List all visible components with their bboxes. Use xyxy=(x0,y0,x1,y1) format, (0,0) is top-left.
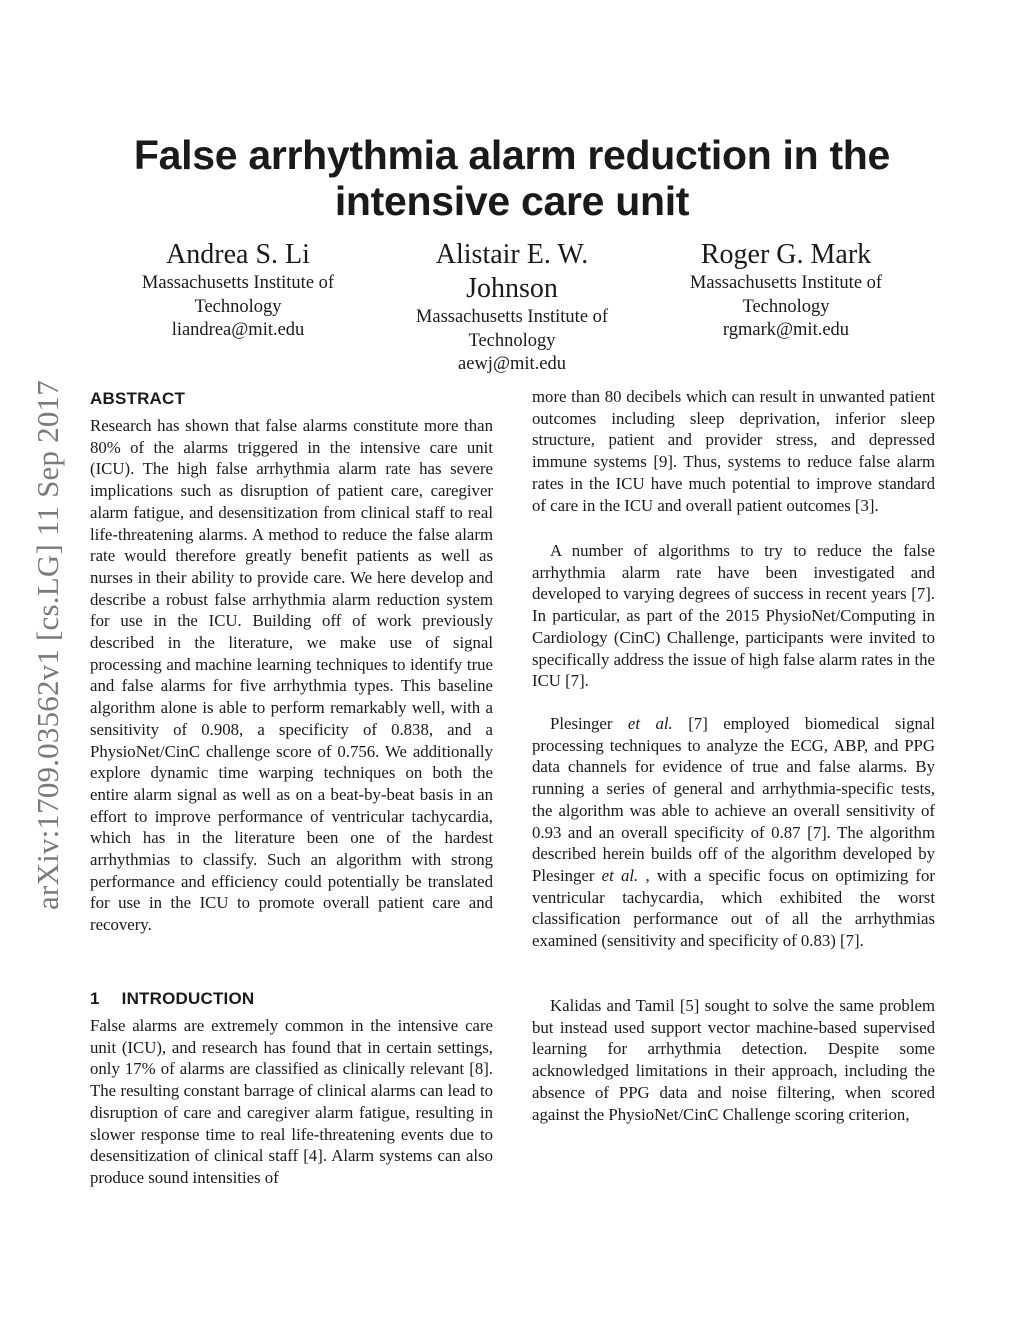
author-block xyxy=(398,238,626,377)
author-name: Roger G. Mark xyxy=(700,239,872,270)
intro-paragraph-1-continued: more than 80 decibels which can result in unwanted patient outcomes including sleep deprivation, inferior sleep structure, patient and provider stress, and depressed immune systems [9]. Thus, systems to reduce false alarm rates in the ICU have much potential to improve standard of care in the ICU and overall patient outcomes [3]. xyxy=(532,387,935,515)
author-email: liandrea@mit.edu xyxy=(171,320,305,340)
intro-paragraph-1: False alarms are extremely common in the intensive care unit (ICU), and research has found that in certain settings, only 17% of alarms are classified as clinically relevant [8]. The resulting constant barrage of clinical alarms can lead to disruption of care and caregiver alarm fatigue, resulting in slower response time to real life-threatening events due to desensitization of clinical staff [4]. Alarm systems can also produce sound intensities of xyxy=(90,1016,493,1187)
author-name: Alistair E. W. Johnson xyxy=(435,239,589,304)
section-title: INTRODUCTION xyxy=(121,989,255,1008)
arxiv-identifier-stamp: arXiv:1709.03562v1 [cs.LG] 11 Sep 2017 xyxy=(30,380,65,910)
author-affiliation: Massachusetts Institute of Technology xyxy=(689,273,883,317)
paper-title: False arrhythmia alarm reduction in the intensive care unit xyxy=(133,132,891,224)
et-al-italic: et al. xyxy=(627,714,673,733)
et-al-italic: et al. xyxy=(601,865,639,885)
author-email: rgmark@mit.edu xyxy=(722,320,850,340)
author-affiliation: Massachusetts Institute of Technology xyxy=(415,307,609,351)
introduction-heading xyxy=(90,989,254,1009)
intro-paragraph-2: A number of algorithms to try to reduce the false arrhythmia alarm rate have been investigated and developed to varying degrees of success in recent years [7]. In particular, as part of the 2015 PhysioNet/Computing in Cardiology (CinC) Challenge, participants were invited to specifically address the issue of high false alarm rates in the ICU [7]. xyxy=(532,541,935,691)
author-affiliation: Massachusetts Institute of Technology xyxy=(141,273,335,317)
abstract-text: Research has shown that false alarms constitute more than 80% of the alarms triggered in the intensive care unit (ICU). The high false arrhythmia alarm rate has severe implications such as disruption of patient care, caregiver alarm fatigue, and desensitization from clinical staff to real life-threatening alarms. A method to reduce the false alarm rate would therefore greatly benefit patients as well as nurses in their ability to provide care. We here develop and describe a robust false arrhythmia alarm reduction system for use in the ICU. Building off of work previously described in the literature, we make use of signal processing and machine learning techniques to identify true and false alarms for five arrhythmia types. This baseline algorithm alone is able to perform remarkably well, with a sensitivity of 0.908, a specificity of 0.838, and a PhysioNet/CinC challenge score of 0.756. We additionally explore dynamic time warping techniques on both the entire alarm signal as well as on a beat-by-beat basis in an effort to improve performance of ventricular tachycardia, which has in the literature been one of the hardest arrhythmias to classify. Such an algorithm with strong performance and efficiency could potentially be translated for use in the ICU to promote overall patient care and recovery. xyxy=(90,416,493,935)
intro-paragraph-4: Kalidas and Tamil [5] sought to solve the same problem but instead used support vector machine-based supervised learning for arrhythmia detection. Despite some acknowledged limitations in their approach, including the absence of PPG data and noise filtering, when scored against the PhysioNet/CinC Challenge scoring criterion, xyxy=(532,996,935,1124)
abstract-heading: ABSTRACT xyxy=(90,389,186,408)
intro-paragraph-3: Plesinger et al. [7] employed biomedical signal processing techniques to analyze the ECG, ABP, and PPG data channels for evidence of true and false alarms. By running a series of general and arrhythmia-specific tests, the algorithm was able to achieve an overall sensitivity of 0.93 and an overall specificity of 0.87 [7]. The algorithm described herein builds off of the algorithm developed by Plesinger et al. , with a specific focus on optimizing for ventricular tachycardia, which exhibited the worst classification performance out of all the arrhythmias examined (sensitivity and specificity of 0.83) [7]. xyxy=(532,714,935,951)
author-email: aewj@mit.edu xyxy=(458,354,566,374)
author-name: Andrea S. Li xyxy=(166,239,310,270)
author-block xyxy=(666,238,906,343)
section-number: 1 xyxy=(90,989,100,1008)
author-block xyxy=(120,238,356,343)
